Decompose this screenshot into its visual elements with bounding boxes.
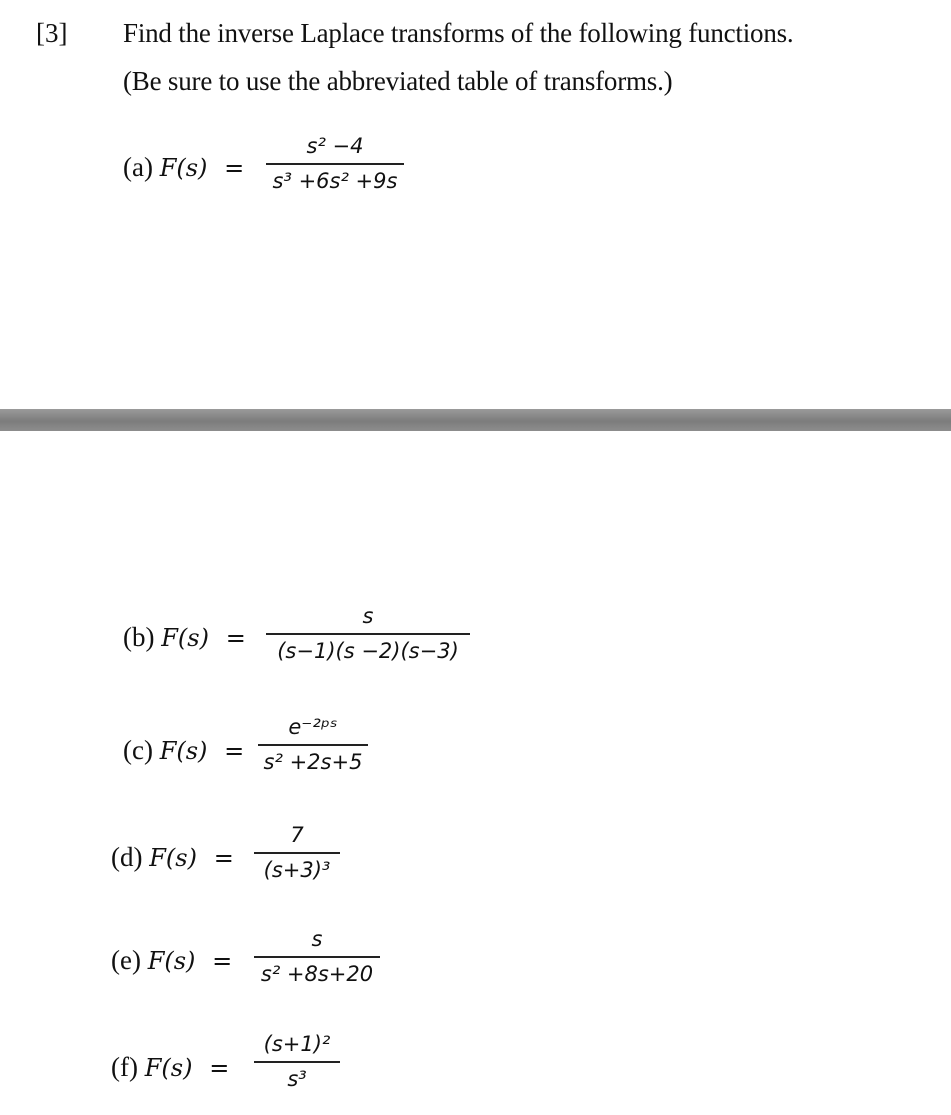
problem-c-equals: = bbox=[224, 737, 245, 765]
problem-e-fraction bbox=[254, 926, 380, 987]
problem-number: [3] bbox=[36, 18, 68, 48]
problem-f-numerator: (s+1)² bbox=[263, 1032, 331, 1056]
problem-a-denominator: s³ +6s² +9s bbox=[272, 168, 398, 193]
problem-c-function: F(s) bbox=[159, 737, 208, 765]
problem-e-lhs bbox=[111, 945, 232, 976]
page-divider bbox=[0, 409, 951, 431]
problem-c-lhs bbox=[123, 735, 244, 766]
problem-e-equals: = bbox=[212, 947, 233, 975]
problem-a-numerator: s² −4 bbox=[306, 134, 364, 158]
fraction-bar bbox=[254, 852, 340, 854]
problem-c-label: (c) bbox=[123, 735, 153, 765]
problem-f-fraction bbox=[254, 1031, 340, 1092]
problem-f-label: (f) bbox=[111, 1052, 138, 1082]
fraction-bar bbox=[254, 956, 380, 958]
instruction-line-1: Find the inverse Laplace transforms of the following functions. bbox=[123, 18, 794, 48]
problem-f-equals: = bbox=[209, 1054, 230, 1082]
problem-d-equals: = bbox=[213, 844, 234, 872]
problem-b-function: F(s) bbox=[161, 624, 209, 652]
problem-e-denominator: s² +8s+20 bbox=[260, 961, 374, 986]
problem-a-lhs bbox=[123, 152, 244, 183]
problem-b-fraction bbox=[266, 603, 470, 664]
problem-c-numerator: e⁻²ᵖˢ bbox=[288, 715, 338, 739]
problem-a-fraction bbox=[266, 133, 404, 194]
problem-d-label: (d) bbox=[111, 842, 143, 872]
problem-f-denominator: s³ bbox=[287, 1066, 307, 1091]
problem-d-numerator: 7 bbox=[290, 823, 304, 847]
fraction-bar bbox=[254, 1061, 340, 1063]
problem-e-numerator: s bbox=[311, 927, 323, 951]
problem-b-equals: = bbox=[225, 624, 246, 652]
problem-e-label: (e) bbox=[111, 945, 141, 975]
problem-d-function: F(s) bbox=[149, 844, 197, 872]
problem-d-fraction bbox=[254, 822, 340, 883]
problem-f-function: F(s) bbox=[144, 1054, 193, 1082]
problem-d-lhs bbox=[111, 842, 234, 873]
problem-c-fraction bbox=[258, 714, 368, 775]
problem-a-function: F(s) bbox=[159, 154, 208, 182]
fraction-bar bbox=[266, 163, 404, 165]
problem-a-label: (a) bbox=[123, 152, 153, 182]
problem-b-lhs bbox=[123, 622, 246, 653]
problem-e-function: F(s) bbox=[147, 947, 196, 975]
problem-b-label: (b) bbox=[123, 622, 155, 652]
problem-a-equals: = bbox=[224, 154, 245, 182]
instruction-line-2: (Be sure to use the abbreviated table of transforms.) bbox=[123, 66, 673, 96]
problem-f-lhs bbox=[111, 1052, 229, 1083]
fraction-bar bbox=[258, 744, 368, 746]
fraction-bar bbox=[266, 633, 470, 635]
problem-c-denominator: s² +2s+5 bbox=[263, 749, 363, 774]
problem-b-denominator: (s−1)(s −2)(s−3) bbox=[277, 638, 459, 663]
problem-b-numerator: s bbox=[362, 604, 374, 628]
problem-d-denominator: (s+3)³ bbox=[263, 857, 331, 882]
